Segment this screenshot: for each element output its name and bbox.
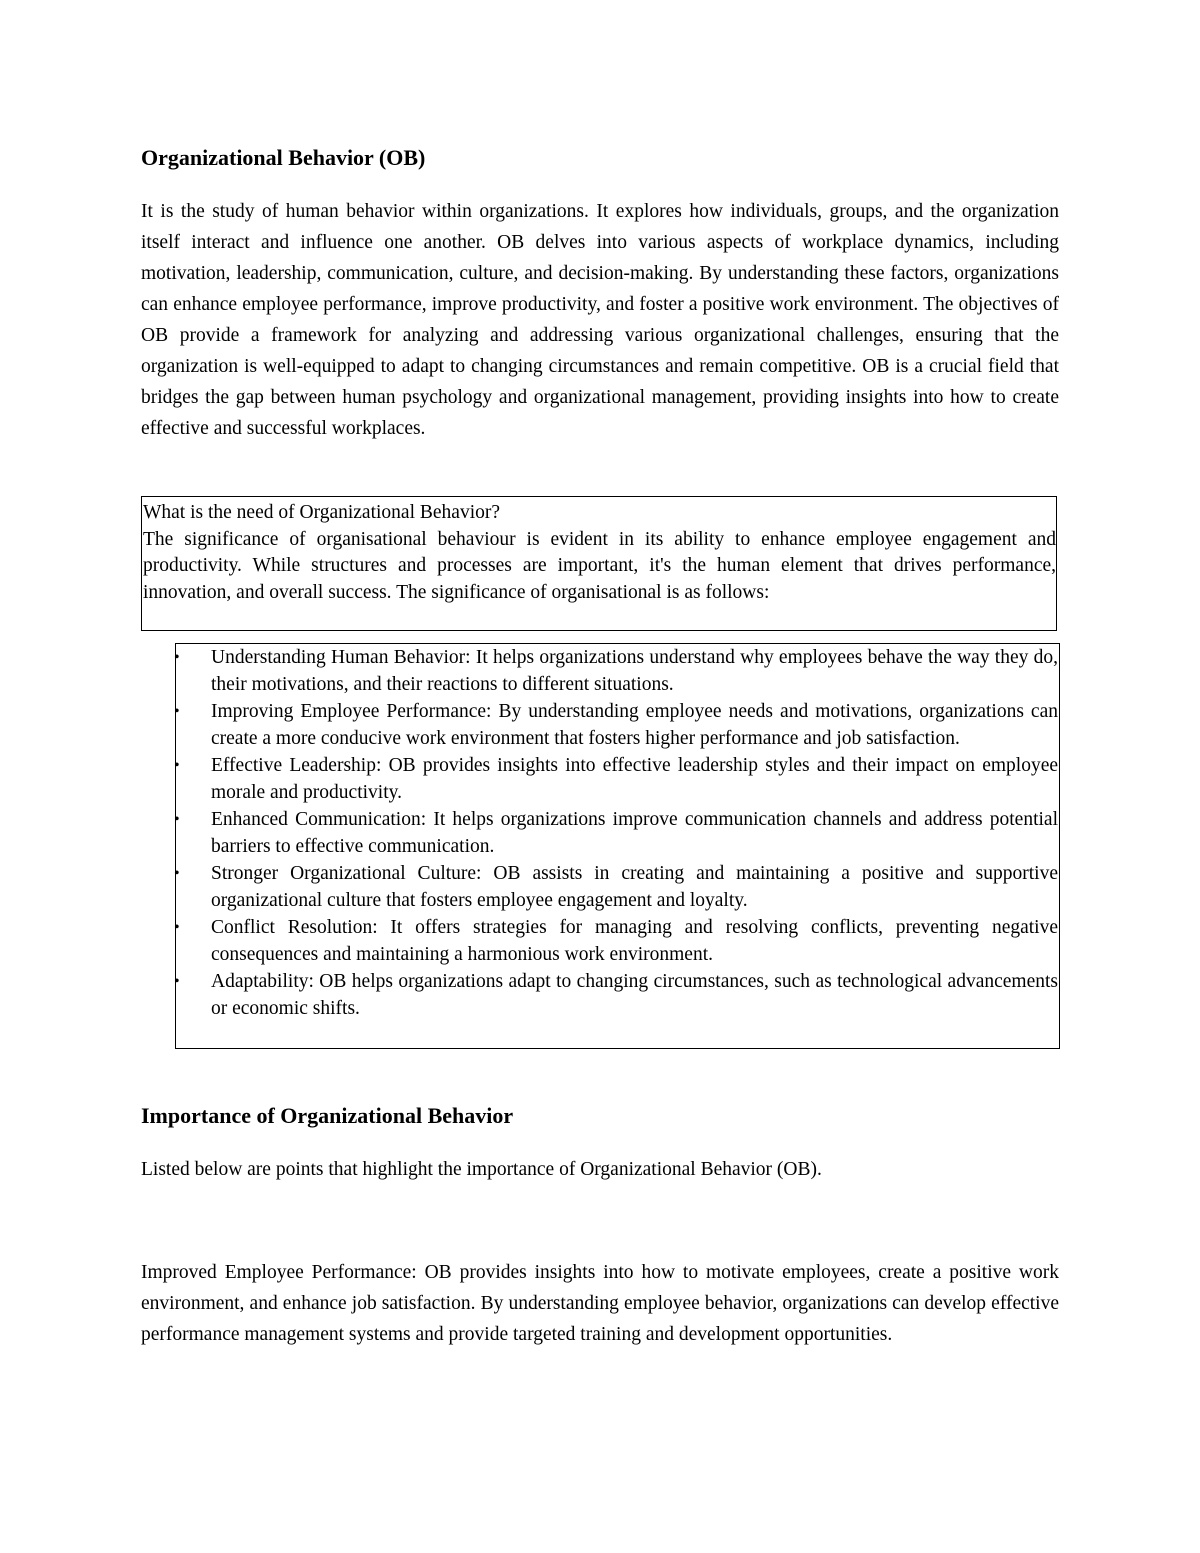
list-item-text: Enhanced Communication: It helps organizations improve communication channels and address potential barriers to effective communication.: [211, 809, 1058, 857]
need-of-ob-box: [141, 496, 1057, 631]
list-item: [176, 752, 1059, 806]
list-item-text: Improving Employee Performance: By understanding employee needs and motivations, organizations can create a more conducive work environment that fosters higher performance and job satisfaction.: [211, 701, 1058, 749]
page-title: Organizational Behavior (OB): [141, 145, 426, 170]
improved-performance-paragraph: Improved Employee Performance: OB provides insights into how to motivate employees, create a positive work environment, and enhance job satisfaction. By understanding employee behavior, organizations can develop effective performance management systems and provide targeted training and development opportunities.: [141, 1262, 1059, 1345]
list-item: [176, 968, 1059, 1022]
list-item-text: Conflict Resolution: It offers strategies for managing and resolving conflicts, preventing negative consequences and maintaining a harmonious work environment.: [211, 917, 1058, 965]
list-item: [176, 914, 1059, 968]
bullet-icon: •: [174, 757, 180, 774]
bullet-icon: •: [174, 973, 180, 990]
intro-paragraph: It is the study of human behavior within organizations. It explores how individuals, groups, and the organization itself interact and influence one another. OB delves into various aspects of workplace dynamics, including motivation, leadership, communication, culture, and decision-making. By understanding these factors, organizations can enhance employee performance, improve productivity, and foster a positive work environment. The objectives of OB provide a framework for analyzing and addressing various organizational challenges, ensuring that the organization is well-equipped to adapt to changing circumstances and remain competitive. OB is a crucial field that bridges the gap between human psychology and organizational management, providing insights into how to create effective and successful workplaces.: [141, 201, 1059, 439]
list-item-text: Adaptability: OB helps organizations adapt to changing circumstances, such as technological advancements or economic shifts.: [211, 971, 1058, 1019]
needs-list: [176, 644, 1059, 1022]
importance-heading: Importance of Organizational Behavior: [141, 1103, 514, 1128]
bullet-icon: •: [174, 865, 180, 882]
bullet-icon: •: [174, 919, 180, 936]
bullet-icon: •: [174, 703, 180, 720]
list-item: [176, 806, 1059, 860]
list-item: [176, 644, 1059, 698]
need-body: The significance of organisational behaviour is evident in its ability to enhance employee engagement and productivity. While structures and processes are important, it's the human element that drives performance, innovation, and overall success. The significance of organisational is as follows:: [143, 528, 1056, 603]
list-item-text: Stronger Organizational Culture: OB assists in creating and maintaining a positive and supportive organizational culture that fosters employee engagement and loyalty.: [211, 863, 1058, 911]
bullet-icon: •: [174, 649, 180, 666]
need-question: What is the need of Organizational Behavior?: [143, 502, 501, 523]
importance-intro: Listed below are points that highlight the importance of Organizational Behavior (OB).: [141, 1159, 822, 1180]
needs-list-box: [175, 643, 1060, 1049]
list-item-text: Understanding Human Behavior: It helps organizations understand why employees behave the way they do, their motivations, and their reactions to different situations.: [211, 647, 1058, 695]
list-item: [176, 860, 1059, 914]
list-item-text: Effective Leadership: OB provides insights into effective leadership styles and their impact on employee morale and productivity.: [211, 755, 1058, 803]
list-item: [176, 698, 1059, 752]
bullet-icon: •: [174, 811, 180, 828]
